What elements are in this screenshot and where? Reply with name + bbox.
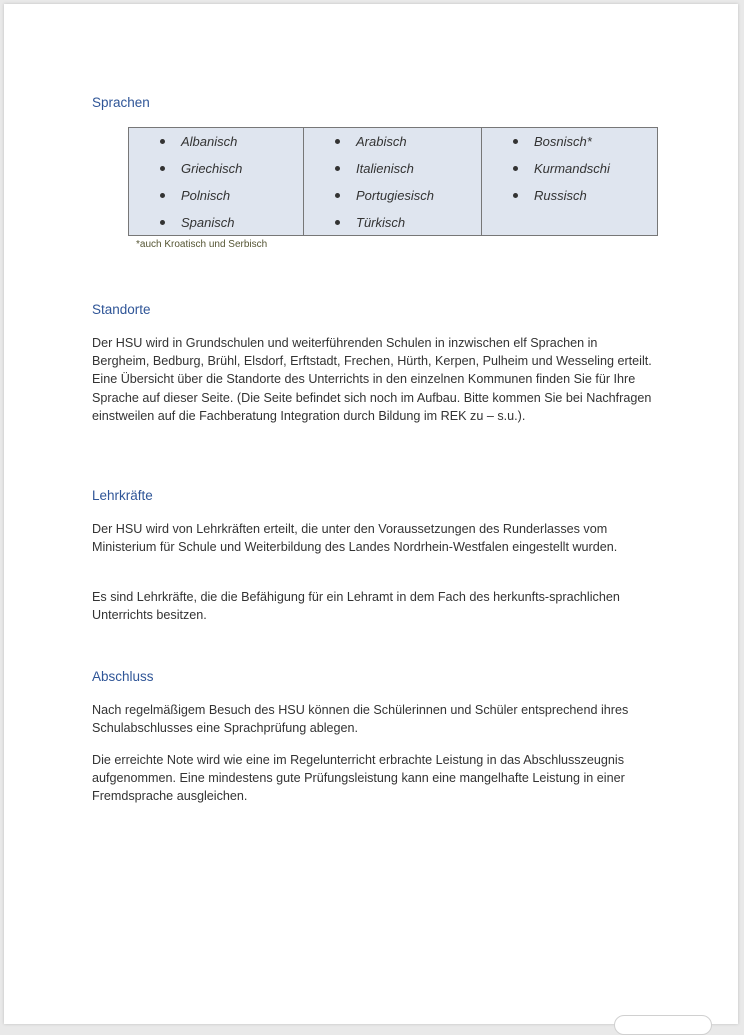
languages-column-2: [303, 128, 481, 235]
language-name: Kurmandschi: [534, 161, 610, 176]
lehrkraefte-paragraph-1: Der HSU wird von Lehrkräften erteilt, die unter den Voraussetzungen des Runderlasses vom Ministerium für Schule und Weiterbildung des Landes Nordrhein-Westfalen eingestellt wurden.: [92, 522, 618, 555]
language-item: [304, 159, 481, 186]
bullet-icon: [335, 166, 340, 171]
heading-standorte: Standorte: [92, 302, 151, 317]
language-item: [129, 213, 303, 240]
language-item: [304, 213, 481, 240]
bullet-icon: [335, 193, 340, 198]
page-nav-control[interactable]: [614, 1015, 712, 1035]
language-name: Russisch: [534, 188, 587, 203]
language-name: Türkisch: [356, 215, 406, 230]
language-item: [129, 132, 303, 159]
languages-column-1: [129, 128, 303, 235]
language-name: Italienisch: [356, 161, 414, 176]
heading-lehrkraefte: Lehrkräfte: [92, 488, 153, 503]
bullet-icon: [160, 193, 165, 198]
bullet-icon: [513, 139, 518, 144]
language-item: [129, 159, 303, 186]
bullet-icon: [160, 139, 165, 144]
bullet-icon: [160, 220, 165, 225]
language-name: Griechisch: [181, 161, 243, 176]
language-item: [129, 186, 303, 213]
language-name: Portugiesisch: [356, 188, 435, 203]
languages-column-3: [481, 128, 657, 235]
language-name: Arabisch: [356, 134, 407, 149]
bullet-icon: [335, 220, 340, 225]
table-footnote: *auch Kroatisch und Serbisch: [136, 239, 268, 250]
languages-table: [128, 127, 658, 236]
language-name: Polnisch: [181, 188, 231, 203]
document-page: [4, 4, 738, 1024]
abschluss-paragraph-2: Die erreichte Note wird wie eine im Regelunterricht erbrachte Leistung in das Abschlusszeugnis aufgenommen. Eine mindestens gute Prüfungsleistung kann eine mangelhafte Leistung in einer Fremdsprache ausgleichen.: [92, 753, 625, 804]
lehrkraefte-paragraph-2: Es sind Lehrkräfte, die die Befähigung für ein Lehramt in dem Fach des herkunfts-sprachlichen Unterrichts besitzen.: [92, 590, 620, 623]
language-item: [482, 159, 657, 186]
heading-sprachen: Sprachen: [92, 95, 150, 110]
bullet-icon: [160, 166, 165, 171]
heading-abschluss: Abschluss: [92, 669, 154, 684]
language-item: [304, 186, 481, 213]
abschluss-paragraph-1: Nach regelmäßigem Besuch des HSU können die Schülerinnen und Schüler entsprechend ihres Schulabschlusses eine Sprachprüfung ablegen.: [92, 703, 629, 736]
bullet-icon: [335, 139, 340, 144]
language-item: [304, 132, 481, 159]
language-name: Bosnisch*: [534, 134, 592, 149]
language-item: [482, 186, 657, 213]
bullet-icon: [513, 193, 518, 198]
language-name: Spanisch: [181, 215, 235, 230]
language-name: Albanisch: [181, 134, 238, 149]
language-item: [482, 132, 657, 159]
standorte-paragraph: Der HSU wird in Grundschulen und weiterführenden Schulen in inzwischen elf Sprachen in Bergheim, Bedburg, Brühl, Elsdorf, Erftstadt, Frechen, Hürth, Kerpen, Pulheim und Wesseling erteilt. Eine Übersicht über die Standorte des Unterrichts in den einzelnen Kommunen finden Sie für Ihre Sprache auf dieser Seite. (Die Seite befindet sich noch im Aufbau. Bitte kommen Sie bei Nachfragen einstweilen auf die Fachberatung Integration durch Bildung im REK zu – s.u.).: [92, 336, 652, 423]
bullet-icon: [513, 166, 518, 171]
